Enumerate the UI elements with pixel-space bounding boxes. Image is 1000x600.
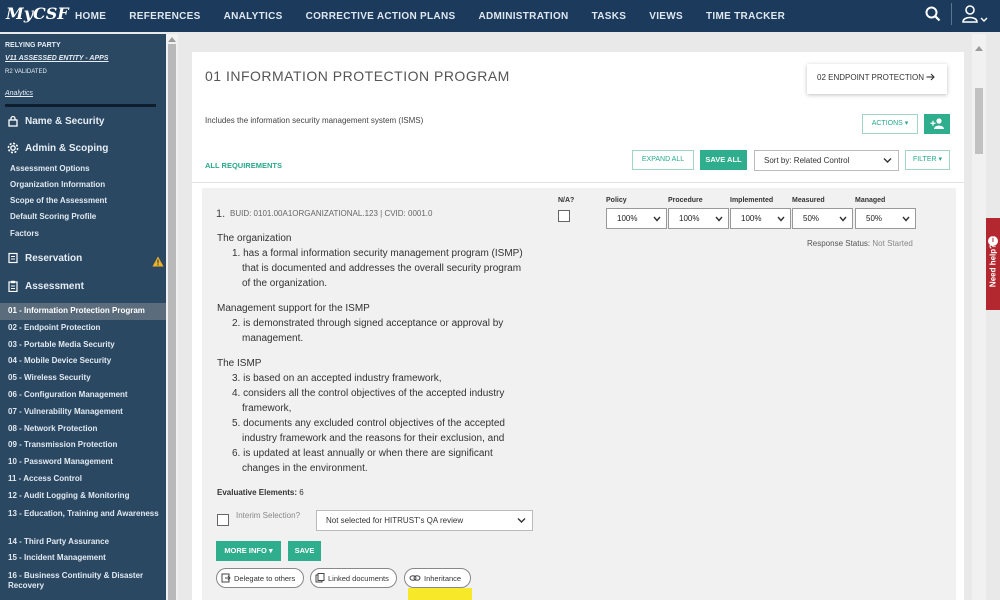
domain-item-16[interactable]: 16 - Business Continuity & Disaster Recovery — [8, 571, 144, 591]
section-label: Assessment — [25, 280, 84, 292]
main-nav — [75, 0, 808, 32]
delegate-icon — [221, 573, 231, 583]
domain-item-09[interactable]: 09 - Transmission Protection — [8, 440, 118, 450]
actions-label: ACTIONS — [871, 120, 903, 127]
page-title: 01 INFORMATION PROTECTION PROGRAM — [205, 68, 510, 84]
domain-list — [0, 303, 166, 596]
inheritance-button[interactable] — [404, 568, 471, 588]
chevron-down-icon — [839, 215, 847, 224]
measured-value: 50% — [803, 214, 820, 223]
nav-home[interactable]: HOME — [75, 10, 107, 22]
measured-header: Measured — [792, 197, 825, 204]
analytics-link[interactable]: Analytics — [5, 90, 34, 97]
evaluative-elements — [217, 488, 304, 497]
procedure-value: 100% — [679, 214, 700, 223]
chevron-down-icon — [517, 511, 526, 530]
evaluative-elements-label: Evaluative Elements: — [217, 488, 298, 497]
scrollbar-thumb[interactable] — [168, 44, 176, 600]
implemented-select[interactable] — [730, 208, 791, 229]
need-help-tab[interactable] — [986, 218, 1000, 310]
domain-item-05[interactable]: 05 - Wireless Security — [8, 373, 91, 383]
nav-administration[interactable]: ADMINISTRATION — [478, 10, 569, 22]
domain-item-10[interactable]: 10 - Password Management — [8, 457, 113, 467]
next-domain-label: 02 ENDPOINT PROTECTION — [817, 73, 924, 82]
validation-type: R2 VALIDATED — [5, 69, 47, 75]
more-info-label: MORE INFO — [224, 546, 267, 555]
chevron-down-icon — [777, 215, 785, 224]
managed-value: 50% — [866, 214, 883, 223]
domain-item-15[interactable]: 15 - Incident Management — [8, 553, 106, 563]
scroll-up-arrow[interactable] — [168, 37, 176, 42]
save-all-button[interactable]: SAVE ALL — [700, 150, 747, 170]
filter-button[interactable] — [905, 150, 950, 170]
requirement-statement-6: 6. is updated at least annually or when there are significant changes in the environment. — [232, 448, 493, 474]
warning-icon — [152, 254, 164, 272]
delegate-button[interactable] — [216, 568, 304, 588]
chevron-down-icon — [902, 215, 910, 224]
caret-down-icon: ▾ — [938, 156, 943, 163]
add-user-button[interactable] — [924, 114, 950, 134]
tab-all-requirements[interactable]: ALL REQUIREMENTS — [205, 161, 282, 170]
implemented-value: 100% — [741, 214, 762, 223]
managed-select[interactable] — [855, 208, 916, 229]
search-icon[interactable] — [925, 6, 941, 22]
delegate-label: Delegate to others — [234, 574, 296, 583]
evaluative-elements-count: 6 — [299, 488, 304, 497]
response-status — [807, 239, 913, 248]
expand-all-button[interactable]: EXPAND ALL — [632, 150, 694, 170]
progress-bar — [5, 104, 156, 107]
arrow-right-icon — [926, 73, 935, 82]
sidebar-scrollbar[interactable] — [166, 34, 178, 600]
caret-down-icon: ▾ — [904, 120, 909, 127]
policy-value: 100% — [617, 214, 638, 223]
domain-item-14[interactable]: 14 - Third Party Assurance — [8, 536, 110, 546]
chevron-down-icon — [883, 151, 892, 170]
nav-time-tracker[interactable]: TIME TRACKER — [705, 10, 786, 22]
nav-views[interactable]: VIEWS — [649, 10, 683, 22]
section-admin-scoping[interactable] — [7, 142, 108, 154]
nav-analytics[interactable]: ANALYTICS — [223, 10, 283, 22]
main-scrollbar[interactable] — [972, 34, 986, 600]
response-status-label: Response Status: — [807, 239, 871, 248]
sort-select-value: Sort by: Related Control — [764, 156, 850, 165]
filter-label: FILTER — [912, 156, 937, 163]
inheritance-label: Inheritance — [424, 574, 462, 583]
divider — [192, 182, 964, 183]
requirement-statement-4: 4. considers all the control objectives of the accepted industry framework, — [232, 388, 505, 414]
lock-icon — [7, 115, 19, 127]
procedure-select[interactable] — [668, 208, 729, 229]
response-status-value: Not Started — [872, 239, 913, 248]
section-label: Admin & Scoping — [25, 142, 109, 154]
next-domain-button[interactable] — [807, 64, 947, 94]
requirement-id: BUID: 0101.00A1ORGANIZATIONAL.123 | CVID: 0001.0 — [230, 209, 433, 218]
nav-tasks[interactable]: TASKS — [591, 10, 627, 22]
link-icon — [409, 573, 421, 583]
statement-mgmt-heading: Management support for the ISMP — [217, 303, 370, 314]
sidebar-item-factors[interactable]: Factors — [10, 229, 39, 238]
nav-references[interactable]: REFERENCES — [129, 10, 201, 22]
documents-icon — [315, 573, 325, 583]
measured-select[interactable] — [792, 208, 853, 229]
domain-item-02[interactable]: 02 - Endpoint Protection — [8, 322, 101, 332]
requirement-panel — [202, 188, 956, 600]
domain-item-08[interactable]: 08 - Network Protection — [8, 423, 98, 433]
info-icon: i — [988, 236, 998, 246]
domain-item-01[interactable]: 01 - Information Protection Program — [0, 303, 166, 320]
section-label: Reservation — [25, 252, 83, 264]
nav-corrective-action-plans[interactable]: CORRECTIVE ACTION PLANS — [305, 10, 456, 22]
relying-party-label: RELYING PARTY — [5, 42, 61, 49]
na-header: N/A? — [558, 197, 575, 204]
section-reservation[interactable] — [7, 252, 82, 264]
sidebar-item-scope[interactable]: Scope of the Assessment — [10, 196, 108, 205]
scroll-up-arrow[interactable] — [975, 46, 983, 51]
statement-isms-heading: The ISMP — [217, 358, 262, 369]
procedure-header: Procedure — [668, 197, 703, 204]
implemented-header: Implemented — [730, 197, 774, 204]
domain-description: Includes the information security management system (ISMS) — [205, 116, 424, 125]
interim-selection-label: Interim Selection? — [236, 511, 301, 520]
section-assessment[interactable] — [7, 280, 84, 292]
domain-item-04[interactable]: 04 - Mobile Device Security — [8, 356, 112, 366]
requirement-statement-2: 2. is demonstrated through signed acceptance or approval by management. — [232, 318, 504, 344]
add-user-icon — [930, 122, 945, 131]
interim-selection-checkbox[interactable] — [217, 514, 229, 526]
section-label: Name & Security — [25, 115, 105, 127]
sidebar — [0, 34, 166, 600]
policy-header: Policy — [606, 197, 627, 204]
section-name-security[interactable] — [7, 115, 104, 127]
mycsf-logo[interactable]: MyCSF — [6, 4, 69, 23]
domain-item-06[interactable]: 06 - Configuration Management — [8, 389, 128, 399]
domain-item-12[interactable]: 12 - Audit Logging & Monitoring — [8, 490, 130, 500]
sidebar-item-default-scoring-profile[interactable]: Default Scoring Profile — [10, 212, 97, 221]
domain-item-11[interactable]: 11 - Access Control — [8, 473, 82, 483]
top-navbar — [0, 0, 1000, 32]
actions-button[interactable] — [862, 114, 918, 134]
sidebar-item-organization-information[interactable]: Organization Information — [10, 180, 106, 189]
need-help-label: Need help? — [988, 243, 998, 288]
requirement-statement-5: 5. documents any excluded control objectives of the accepted industry framework and the reasons for their exclusion, and — [232, 418, 505, 444]
user-icon[interactable] — [962, 5, 988, 23]
domain-item-13[interactable]: 13 - Education, Training and Awareness — [8, 508, 159, 518]
clipboard-icon — [7, 280, 19, 292]
managed-header: Managed — [855, 197, 886, 204]
chevron-down-icon — [715, 215, 723, 224]
main-content — [192, 52, 964, 600]
qa-review-select[interactable] — [316, 510, 533, 531]
qa-review-value: Not selected for HITRUST's QA review — [326, 516, 464, 525]
domain-item-03[interactable]: 03 - Portable Media Security — [8, 339, 115, 349]
sort-select[interactable] — [754, 150, 899, 171]
more-info-button[interactable] — [216, 541, 281, 561]
highlight-marker — [408, 588, 472, 600]
document-icon — [7, 252, 19, 264]
save-button[interactable]: SAVE — [288, 541, 321, 561]
requirement-statement-3: 3. is based on an accepted industry framework, — [232, 373, 442, 384]
na-checkbox[interactable] — [558, 210, 570, 222]
requirement-statement-1: 1. has a formal information security management program (ISMP) that is documented and addresses the overall security program of the organization. — [232, 248, 523, 289]
gear-icon — [7, 142, 19, 154]
requirement-number: 1. — [216, 208, 226, 220]
domain-item-07[interactable]: 07 - Vulnerability Management — [8, 406, 123, 416]
nav-divider — [951, 3, 952, 25]
policy-select[interactable] — [606, 208, 667, 229]
linked-documents-label: Linked documents — [328, 574, 389, 583]
linked-documents-button[interactable] — [310, 568, 397, 588]
scrollbar-thumb[interactable] — [975, 88, 983, 154]
chevron-down-icon — [653, 215, 661, 224]
sidebar-item-assessment-options[interactable]: Assessment Options — [10, 164, 90, 173]
assessed-entity-link[interactable]: V11 ASSESSED ENTITY - APPS — [5, 55, 109, 62]
caret-down-icon: ▾ — [268, 546, 273, 555]
statement-org-heading: The organization — [217, 233, 292, 244]
